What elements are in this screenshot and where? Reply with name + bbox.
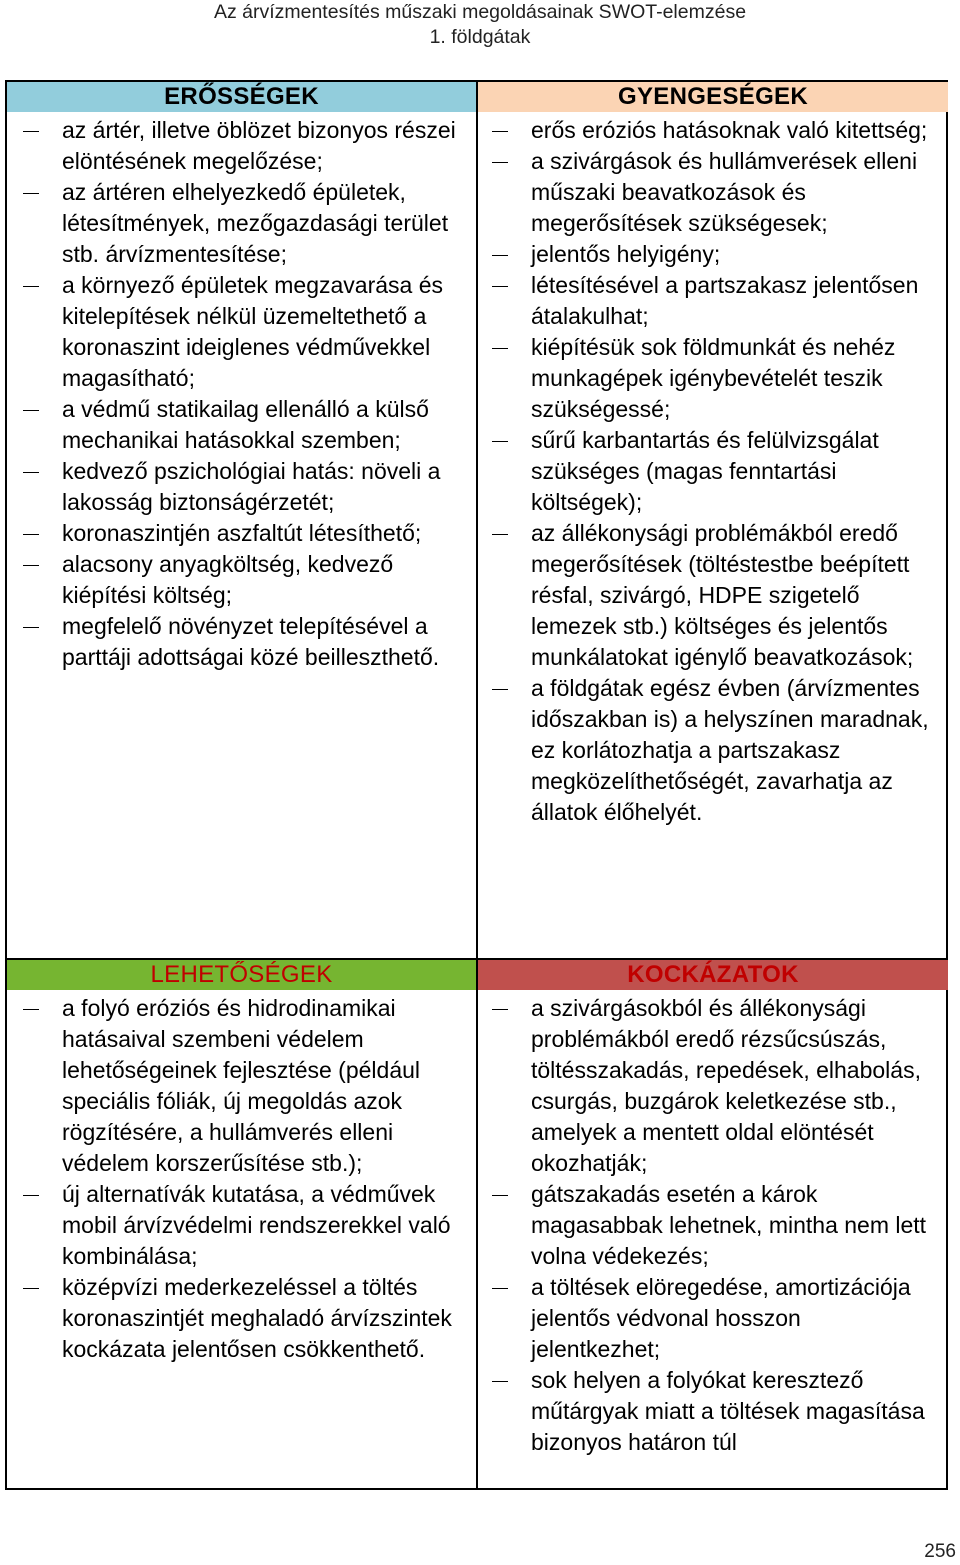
list-item [492,1365,936,1458]
list-item [23,394,464,456]
list-item [492,270,936,332]
list-item [23,611,464,673]
weaknesses-title: GYENGESÉGEK [617,83,808,110]
page-header [0,0,960,50]
list-item-text: új alternatívák kutatása, a védművek mobil árvízvédelmi rendszerekkel való kombinálása; [62,1181,451,1269]
list-item [23,993,464,1179]
list-item [492,146,936,239]
weaknesses-cell [478,112,948,958]
weaknesses-list [492,115,936,828]
list-item-text: a környező épületek megzavarása és kitelepítések nélkül üzemeltethető a koronaszint ideiglenes védművekkel magasítható; [62,272,443,391]
strengths-list [23,115,464,673]
list-item [23,177,464,270]
opportunities-cell [7,990,478,1488]
list-item-text: a töltések elöregedése, amortizációja jelentős védvonal hosszon jelentkezhet; [531,1274,911,1362]
list-item-text: a védmű statikailag ellenálló a külső mechanikai hatásokkal szemben; [62,396,429,453]
opportunities-title: LEHETŐSÉGEK [150,961,333,988]
list-item-text: az állékonysági problémákból eredő megerősítések (töltéstestbe beépített résfal, szivárgó, HDPE szigetelő lemezek stb.) költséges és jelentős munkálatokat igénylő beavatkozások; [531,520,914,670]
list-item [23,456,464,518]
list-item [492,518,936,673]
list-item-text: jelentős helyigény; [531,241,721,267]
list-item [23,270,464,394]
list-item [23,549,464,611]
list-item-text: a szivárgásokból és állékonysági problémákból eredő rézsűcsúszás, töltésszakadás, repedések, elhabolás, csurgás, buzgárok keletkezése stb., amelyek a mentett oldal elöntését okozhatják; [531,995,921,1176]
list-item-text: megfelelő növényzet telepítésével a parttáji adottságai közé beilleszthető. [62,613,440,670]
weaknesses-header [478,82,948,112]
list-item [23,518,464,549]
list-item-text: sok helyen a folyókat keresztező műtárgyak miatt a töltések magasítása bizonyos határon túl [531,1367,925,1455]
threats-cell [478,990,948,1488]
threats-header [478,958,948,990]
list-item-text: alacsony anyagköltség, kedvező kiépítési költség; [62,551,394,608]
list-item-text: a folyó eróziós és hidrodinamikai hatásaival szembeni védelem lehetőségeinek fejlesztése (például speciális fóliák, új megoldás azok rögzítésére, a hullámverés elleni védelem korszerűsítése stb.); [62,995,421,1176]
document-title: Az árvízmentesítés műszaki megoldásainak SWOT-elemzése [213,1,747,23]
strengths-cell [7,112,478,958]
opportunities-header [7,958,478,990]
list-item [492,332,936,425]
page-number: 256 [924,1541,956,1562]
list-item-text: sűrű karbantartás és felülvizsgálat szükséges (magas fenntartási költségek); [531,427,879,515]
list-item-text: gátszakadás esetén a károk magasabbak lehetnek, mintha nem lett volna védekezés; [531,1181,927,1269]
list-item-text: kedvező pszichológiai hatás: növeli a lakosság biztonságérzetét; [62,458,441,515]
list-item-text: erős eróziós hatásoknak való kitettség; [531,117,928,143]
list-item-text: kiépítésük sok földmunkát és nehéz munkagépek igénybevételét teszik szükségessé; [531,334,896,422]
list-item-text: az ártér, illetve öblözet bizonyos részei elöntésének megelőzése; [62,117,456,174]
list-item-text: létesítésével a partszakasz jelentősen átalakulhat; [531,272,919,329]
list-item [23,1272,464,1365]
strengths-header [7,82,478,112]
opportunities-list [23,993,464,1365]
list-item [492,115,936,146]
threats-list [492,993,936,1458]
list-item [492,1272,936,1365]
list-item [492,1179,936,1272]
threats-title: KOCKÁZATOK [627,961,799,988]
document-subtitle: 1. földgátak [429,26,531,48]
swot-table [5,80,948,1490]
list-item-text: az ártéren elhelyezkedő épületek, létesítmények, mezőgazdasági terület stb. árvízmentesítése; [62,179,449,267]
list-item [23,1179,464,1272]
list-item [492,673,936,828]
list-item [492,425,936,518]
list-item [492,239,936,270]
strengths-title: ERŐSSÉGEK [164,83,319,110]
list-item [492,993,936,1179]
list-item-text: a szivárgások és hullámverések elleni műszaki beavatkozások és megerősítések szükségesek; [531,148,918,236]
list-item-text: a földgátak egész évben (árvízmentes időszakban is) a helyszínen maradnak, ez korlátozhatja a partszakasz megközelíthetőségét, zavarhatja az állatok élőhelyét. [531,675,929,825]
list-item [23,115,464,177]
list-item-text: koronaszintjén aszfaltút létesíthető; [62,520,422,546]
list-item-text: középvízi mederkezeléssel a töltés koronaszintjét meghaladó árvízszintek kockázata jelentősen csökkenthető. [62,1274,452,1362]
